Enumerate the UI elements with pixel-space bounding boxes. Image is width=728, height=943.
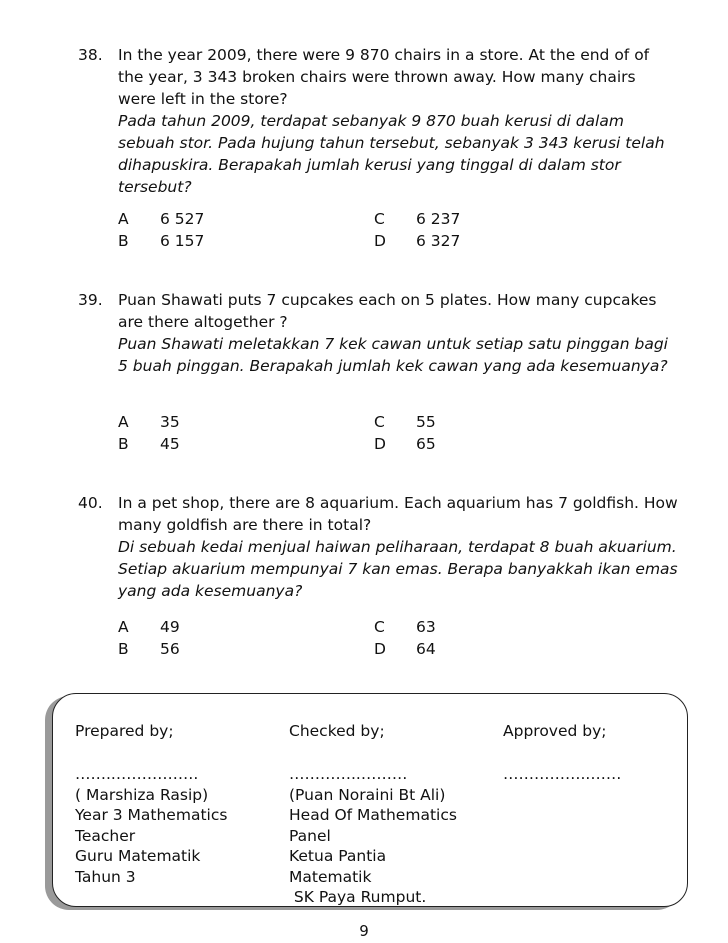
question-text-english: Puan Shawati puts 7 cupcakes each on 5 plates. How many cupcakes are there altogether ? bbox=[118, 291, 657, 331]
option-value: 6 237 bbox=[416, 210, 461, 228]
question-text-english: In a pet shop, there are 8 aquarium. Each aquarium has 7 goldfish. How many goldfish are there in total? bbox=[118, 494, 678, 534]
preparer-role-line: Tahun 3 bbox=[75, 867, 136, 886]
option-value: 45 bbox=[160, 435, 180, 453]
page-number: 9 bbox=[359, 922, 369, 940]
checked-by-column bbox=[289, 764, 457, 908]
option-value: 65 bbox=[416, 435, 436, 453]
signature-dots: …………..……… bbox=[289, 765, 408, 783]
option-letter: C bbox=[374, 210, 385, 228]
prepared-by-column bbox=[75, 764, 227, 887]
question-number: 39. bbox=[78, 291, 103, 309]
prepared-by-heading: Prepared by; bbox=[75, 722, 174, 740]
question-number: 40. bbox=[78, 494, 103, 512]
preparer-role-line: Year 3 Mathematics bbox=[75, 806, 228, 824]
option-value: 49 bbox=[160, 618, 180, 636]
checker-school: SK Paya Rumput. bbox=[289, 888, 427, 906]
signature-dots: ……………..…… bbox=[503, 765, 622, 783]
option-value: 55 bbox=[416, 413, 436, 431]
signature-dots: ……..……………. bbox=[75, 765, 199, 783]
option-letter: D bbox=[374, 640, 386, 658]
checked-by-heading: Checked by; bbox=[289, 722, 385, 740]
question-text-malay: Pada tahun 2009, terdapat sebanyak 9 870 buah kerusi di dalam sebuah stor. Pada hujung tahun tersebut, sebanyak 3 343 kerusi telah dihapuskira. Berapakah jumlah kerusi yang tinggal di dalam stor tersebut? bbox=[118, 112, 665, 196]
question-text-malay: Puan Shawati meletakkan 7 kek cawan untuk setiap satu pinggan bagi 5 buah pinggan. Berapakah jumlah kek cawan yang ada kesemuanya? bbox=[118, 335, 668, 375]
option-value: 6 327 bbox=[416, 232, 461, 250]
option-value: 6 527 bbox=[160, 210, 205, 228]
option-value: 63 bbox=[416, 618, 436, 636]
question-text-malay: Di sebuah kedai menjual haiwan peliharaan, terdapat 8 buah akuarium. Setiap akuarium mempunyai 7 kan emas. Berapa banyakkah ikan emas yang ada kesemuanya? bbox=[118, 538, 678, 600]
option-value: 56 bbox=[160, 640, 180, 658]
option-value: 35 bbox=[160, 413, 180, 431]
preparer-name: ( Marshiza Rasip) bbox=[75, 785, 209, 804]
checker-role-line: Head Of Mathematics bbox=[289, 806, 457, 824]
checker-role-line: Matematik bbox=[289, 867, 372, 886]
option-letter: A bbox=[118, 618, 129, 636]
option-value: 6 157 bbox=[160, 232, 205, 250]
option-letter: D bbox=[374, 232, 386, 250]
option-letter: C bbox=[374, 413, 385, 431]
checker-name: (Puan Noraini Bt Ali) bbox=[289, 785, 446, 804]
checker-role-line: Panel bbox=[289, 826, 331, 845]
option-letter: C bbox=[374, 618, 385, 636]
checker-role-line: Ketua Pantia bbox=[289, 847, 387, 865]
option-value: 64 bbox=[416, 640, 436, 658]
preparer-role-line: Teacher bbox=[75, 826, 136, 845]
option-letter: D bbox=[374, 435, 386, 453]
option-letter: B bbox=[118, 640, 129, 658]
approved-by-heading: Approved by; bbox=[503, 722, 607, 740]
question-text-english: In the year 2009, there were 9 870 chairs in a store. At the end of of the year, 3 343 broken chairs were thrown away. How many chairs were left in the store? bbox=[118, 46, 650, 108]
approved-by-column bbox=[503, 764, 621, 785]
option-letter: A bbox=[118, 413, 129, 431]
preparer-role-line: Guru Matematik bbox=[75, 847, 201, 865]
option-letter: B bbox=[118, 435, 129, 453]
question-number: 38. bbox=[78, 46, 103, 64]
option-letter: B bbox=[118, 232, 129, 250]
option-letter: A bbox=[118, 210, 129, 228]
